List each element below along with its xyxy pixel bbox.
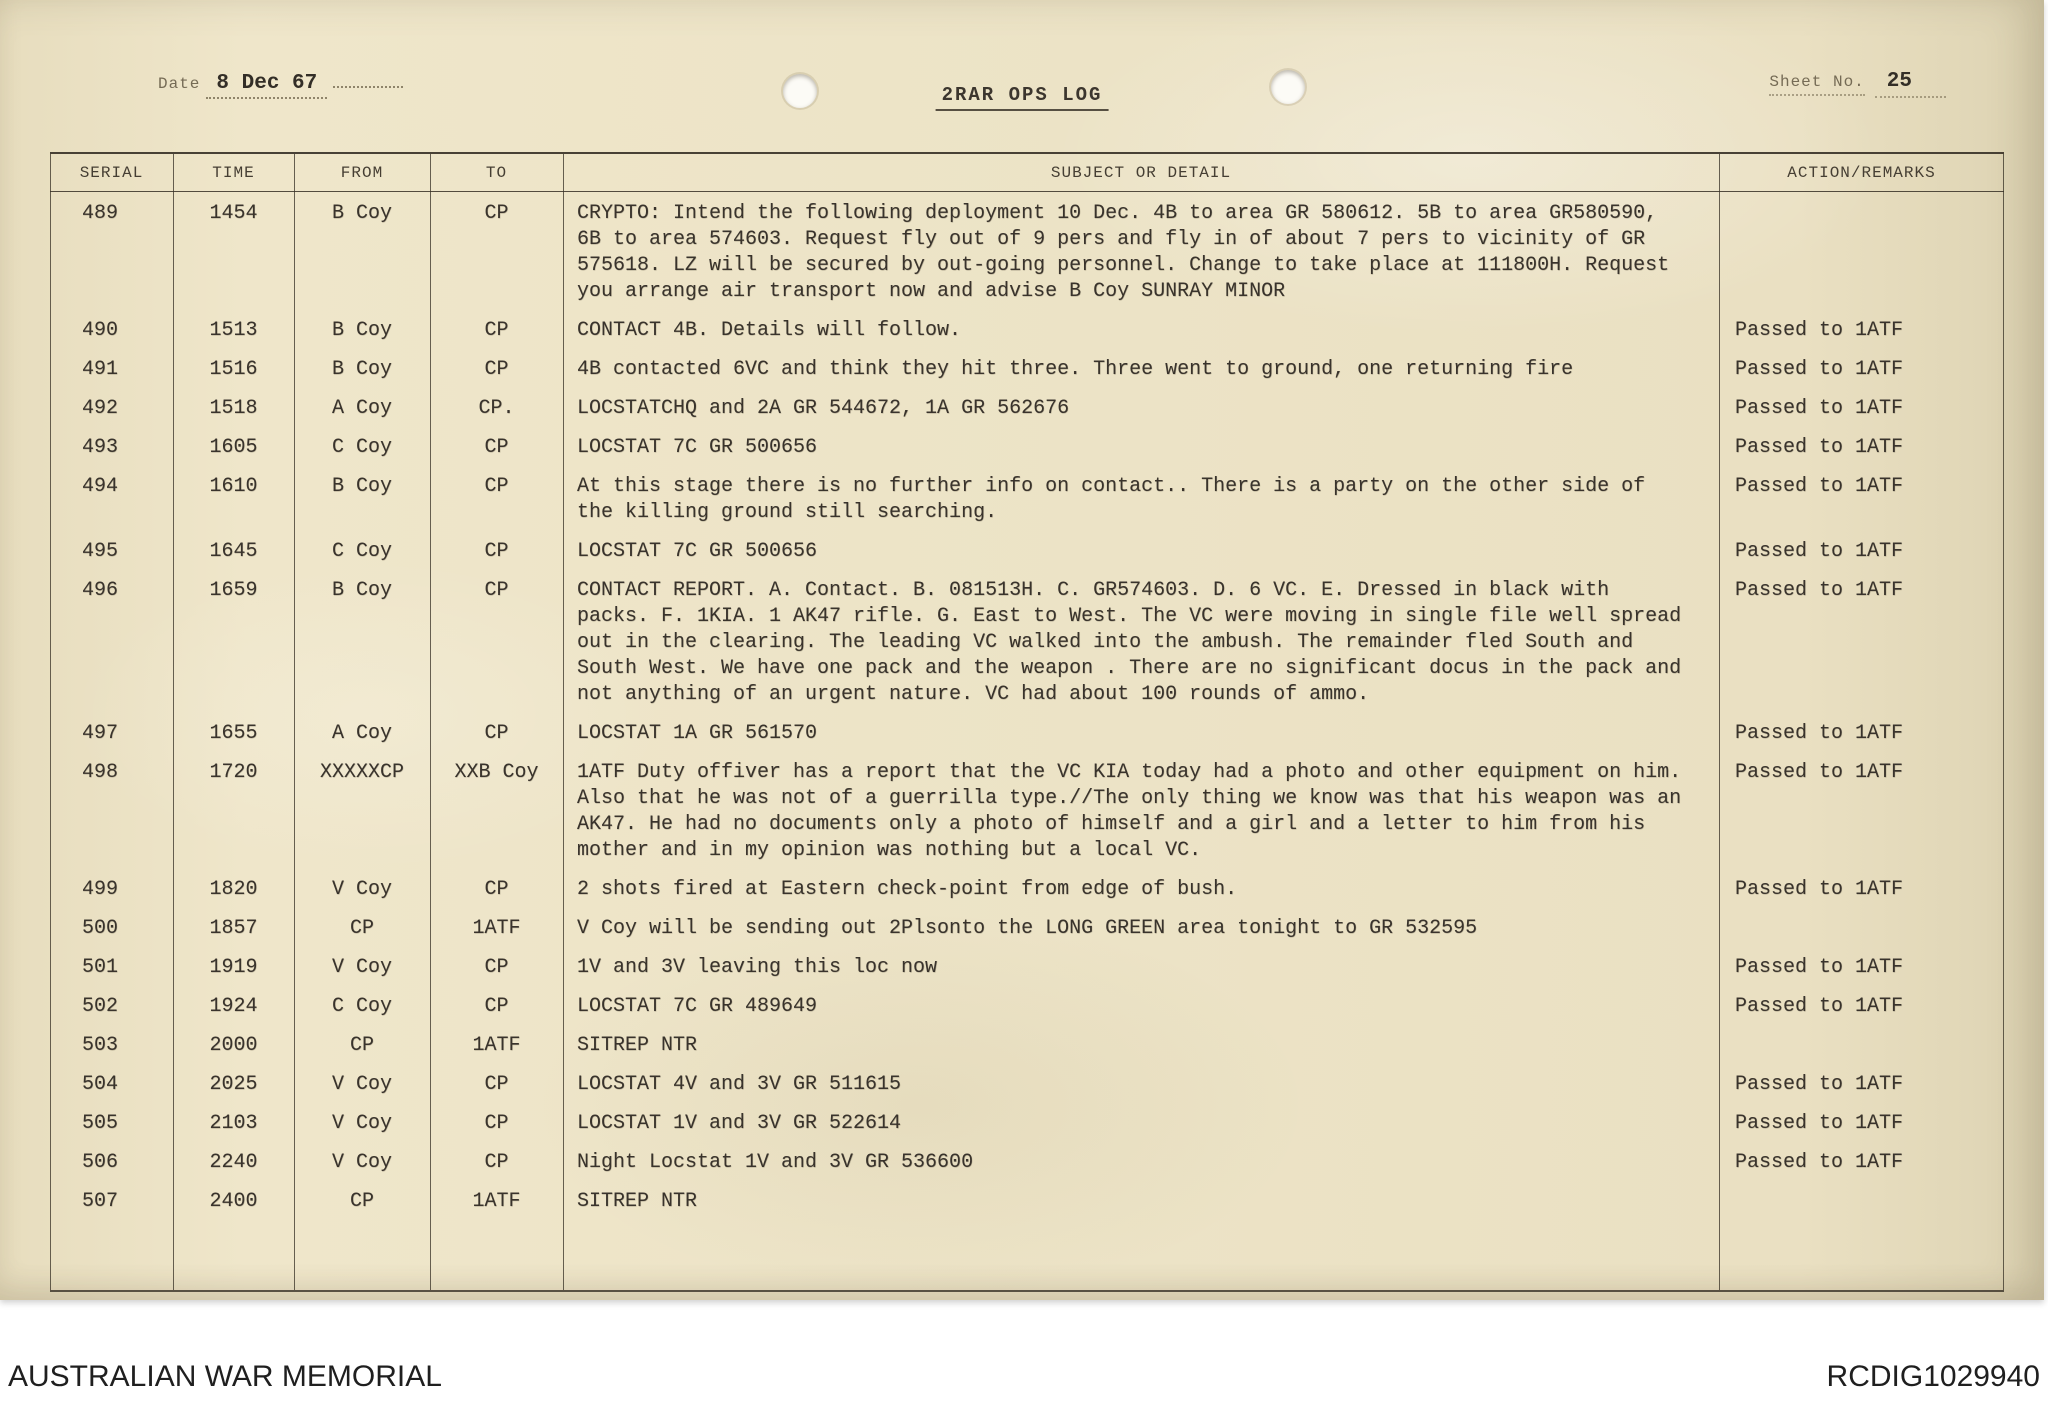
log-row [50, 994, 2004, 1020]
cell-serial: 502 [82, 995, 119, 1018]
cell-action: Passed to 1ATF [1735, 995, 1904, 1018]
cell-to: CP [484, 878, 509, 901]
cell-to: CP [484, 319, 509, 342]
cell-serial: 491 [82, 358, 119, 381]
cell-action: Passed to 1ATF [1735, 397, 1904, 420]
cell-serial: 506 [82, 1151, 119, 1174]
cell-to: CP [484, 540, 509, 563]
cell-subject: LOCSTAT 7C GR 500656 [577, 540, 818, 563]
cell-time: 2400 [209, 1190, 258, 1213]
col-header-time: TIME [212, 163, 255, 182]
log-row [50, 1033, 2004, 1059]
cell-action: Passed to 1ATF [1735, 540, 1904, 563]
cell-from: A Coy [331, 722, 392, 745]
log-row [50, 435, 2004, 461]
cell-serial: 503 [82, 1034, 119, 1057]
archive-name: AUSTRALIAN WAR MEMORIAL [8, 1360, 442, 1393]
cell-serial: 497 [82, 722, 119, 745]
cell-time: 2025 [209, 1073, 258, 1096]
log-row [50, 357, 2004, 383]
cell-action: Passed to 1ATF [1735, 319, 1904, 342]
cell-action: Passed to 1ATF [1735, 1151, 1904, 1174]
cell-action: Passed to 1ATF [1735, 436, 1904, 459]
cell-to: 1ATF [472, 1190, 521, 1213]
cell-action: Passed to 1ATF [1735, 878, 1904, 901]
cell-subject: LOCSTAT 7C GR 489649 [577, 995, 818, 1018]
cell-subject: 1ATF Duty offiver has a report that the VC KIA today had a photo and other equipment on him. Also that he was not of a guerrilla type.//The only thing we know was that his weapon was an AK47. He had no documents only a photo of himself and a girl and a letter to him from his mother and in my opinion was nothing but a local VC. [577, 761, 1682, 862]
cell-serial: 489 [82, 202, 119, 225]
cell-from: C Coy [331, 995, 392, 1018]
cell-subject: V Coy will be sending out 2Plsonto the LONG GREEN area tonight to GR 532595 [577, 917, 1478, 940]
cell-action [1719, 1033, 2004, 1059]
cell-to: 1ATF [472, 917, 521, 940]
log-row [50, 1189, 2004, 1215]
date-dotted-rule [333, 70, 403, 88]
log-row [50, 578, 2004, 708]
sheet-number-value: 25 [1875, 70, 1946, 98]
cell-time: 2103 [209, 1112, 258, 1135]
cell-from: B Coy [331, 319, 392, 342]
cell-action: Passed to 1ATF [1735, 722, 1904, 745]
log-row [50, 1111, 2004, 1137]
cell-time: 1659 [209, 579, 258, 602]
cell-subject: LOCSTAT 1V and 3V GR 522614 [577, 1112, 902, 1135]
cell-from: CP [349, 1190, 374, 1213]
cell-time: 1645 [209, 540, 258, 563]
cell-time: 1820 [209, 878, 258, 901]
table-column-divider [2003, 154, 2004, 1290]
catalogue-reference: RCDIG1029940 [1826, 1360, 2040, 1393]
ops-log-table [50, 152, 2004, 1292]
cell-from: C Coy [331, 436, 392, 459]
cell-serial: 492 [82, 397, 119, 420]
table-header-row [50, 154, 2004, 192]
log-row [50, 1072, 2004, 1098]
cell-from: C Coy [331, 540, 392, 563]
cell-to: CP [484, 1112, 509, 1135]
sheet-number-line [1769, 70, 1946, 98]
cell-time: 2240 [209, 1151, 258, 1174]
cell-action: Passed to 1ATF [1735, 579, 1904, 602]
cell-serial: 501 [82, 956, 119, 979]
cell-subject: CONTACT 4B. Details will follow. [577, 319, 962, 342]
log-row [50, 916, 2004, 942]
punch-hole-right-icon [1271, 70, 1305, 104]
cell-to: CP [484, 995, 509, 1018]
col-header-action: ACTION/REMARKS [1787, 163, 1936, 182]
cell-subject: 2 shots fired at Eastern check-point from edge of bush. [577, 878, 1238, 901]
cell-from: B Coy [331, 202, 392, 225]
cell-from: V Coy [331, 956, 392, 979]
table-column-divider [1719, 154, 1720, 1290]
col-header-to: TO [485, 163, 508, 182]
cell-subject: LOCSTAT 7C GR 500656 [577, 436, 818, 459]
cell-serial: 494 [82, 475, 119, 498]
cell-from: CP [349, 917, 374, 940]
cell-to: XXB Coy [454, 761, 539, 784]
cell-time: 1857 [209, 917, 258, 940]
cell-serial: 496 [82, 579, 119, 602]
col-header-subject: SUBJECT OR DETAIL [1050, 163, 1232, 182]
cell-to: CP [484, 202, 509, 225]
cell-serial: 500 [82, 917, 119, 940]
cell-time: 1605 [209, 436, 258, 459]
cell-action: Passed to 1ATF [1735, 956, 1904, 979]
cell-from: A Coy [331, 397, 392, 420]
cell-to: CP [484, 436, 509, 459]
cell-subject: CONTACT REPORT. A. Contact. B. 081513H. C. GR574603. D. 6 VC. E. Dressed in black with packs. F. 1KIA. 1 AK47 rifle. G. East to West. The VC were moving in single file well spread out in the clearing. The leading VC walked into the ambush. The remainder fled South and South West. We have one pack and the weapon . There are no significant docus in the pack and not anything of an urgent nature. VC had about 100 rounds of ammo. [577, 579, 1682, 706]
cell-subject: 1V and 3V leaving this loc now [577, 956, 938, 979]
log-row [50, 760, 2004, 864]
cell-to: CP [484, 579, 509, 602]
cell-action: Passed to 1ATF [1735, 475, 1904, 498]
cell-action: Passed to 1ATF [1735, 1112, 1904, 1135]
date-line [158, 70, 403, 99]
log-row [50, 318, 2004, 344]
cell-to: CP [484, 722, 509, 745]
log-row [50, 539, 2004, 565]
punch-hole-left-icon [783, 74, 817, 108]
cell-subject: SITREP NTR [577, 1190, 698, 1213]
cell-serial: 490 [82, 319, 119, 342]
cell-action: Passed to 1ATF [1735, 761, 1904, 784]
log-row [50, 721, 2004, 747]
table-column-divider [563, 154, 564, 1290]
cell-to: CP [484, 475, 509, 498]
cell-time: 1655 [209, 722, 258, 745]
cell-time: 1454 [209, 202, 258, 225]
log-row [50, 201, 2004, 305]
cell-from: V Coy [331, 1151, 392, 1174]
cell-serial: 504 [82, 1073, 119, 1096]
cell-time: 1924 [209, 995, 258, 1018]
log-row [50, 474, 2004, 526]
log-rows [50, 192, 2004, 1215]
cell-serial: 495 [82, 540, 119, 563]
cell-to: CP [484, 358, 509, 381]
log-row [50, 396, 2004, 422]
cell-time: 1518 [209, 397, 258, 420]
cell-subject: SITREP NTR [577, 1034, 698, 1057]
cell-serial: 498 [82, 761, 119, 784]
cell-action [1719, 916, 2004, 942]
table-column-divider [430, 154, 431, 1290]
col-header-serial: SERIAL [79, 163, 144, 182]
cell-from: V Coy [331, 1073, 392, 1096]
cell-serial: 505 [82, 1112, 119, 1135]
cell-time: 2000 [209, 1034, 258, 1057]
cell-time: 1610 [209, 475, 258, 498]
table-column-divider [50, 154, 51, 1290]
log-row [50, 1150, 2004, 1176]
date-label: Date [158, 75, 201, 93]
sheet-number-label: Sheet No. [1769, 73, 1864, 96]
cell-from: B Coy [331, 475, 392, 498]
cell-serial: 493 [82, 436, 119, 459]
log-row [50, 955, 2004, 981]
date-value: 8 Dec 67 [206, 72, 327, 99]
cell-to: CP [484, 1073, 509, 1096]
cell-from: B Coy [331, 579, 392, 602]
cell-time: 1720 [209, 761, 258, 784]
cell-subject: CRYPTO: Intend the following deployment 10 Dec. 4B to area GR 580612. 5B to area GR580590, 6B to area 574603. Request fly out of 9 pers and fly in of about 7 pers to vicinity of GR 575618. LZ will be secured by out-going personnel. Change to take place at 111800H. Request you arrange air transport now and advise B Coy SUNRAY MINOR [577, 202, 1670, 303]
cell-from: XXXXXCP [319, 761, 404, 784]
cell-subject: Night Locstat 1V and 3V GR 536600 [577, 1151, 974, 1174]
cell-action [1719, 201, 2004, 305]
cell-from: V Coy [331, 878, 392, 901]
cell-to: CP. [478, 397, 515, 420]
cell-serial: 499 [82, 878, 119, 901]
cell-subject: At this stage there is no further info on contact.. There is a party on the other side of the killing ground still searching. [577, 475, 1646, 524]
cell-to: 1ATF [472, 1034, 521, 1057]
page-title: 2RAR OPS LOG [936, 84, 1109, 111]
table-column-divider [173, 154, 174, 1290]
cell-time: 1919 [209, 956, 258, 979]
table-column-divider [294, 154, 295, 1290]
cell-from: B Coy [331, 358, 392, 381]
cell-subject: LOCSTATCHQ and 2A GR 544672, 1A GR 562676 [577, 397, 1070, 420]
cell-from: CP [349, 1034, 374, 1057]
cell-action [1719, 1189, 2004, 1215]
cell-action: Passed to 1ATF [1735, 1073, 1904, 1096]
cell-time: 1516 [209, 358, 258, 381]
cell-time: 1513 [209, 319, 258, 342]
cell-from: V Coy [331, 1112, 392, 1135]
cell-to: CP [484, 956, 509, 979]
cell-serial: 507 [82, 1190, 119, 1213]
cell-subject: 4B contacted 6VC and think they hit three. Three went to ground, one returning fire [577, 358, 1574, 381]
cell-to: CP [484, 1151, 509, 1174]
log-row [50, 877, 2004, 903]
col-header-from: FROM [340, 163, 384, 182]
cell-subject: LOCSTAT 1A GR 561570 [577, 722, 818, 745]
cell-action: Passed to 1ATF [1735, 358, 1904, 381]
cell-subject: LOCSTAT 4V and 3V GR 511615 [577, 1073, 902, 1096]
